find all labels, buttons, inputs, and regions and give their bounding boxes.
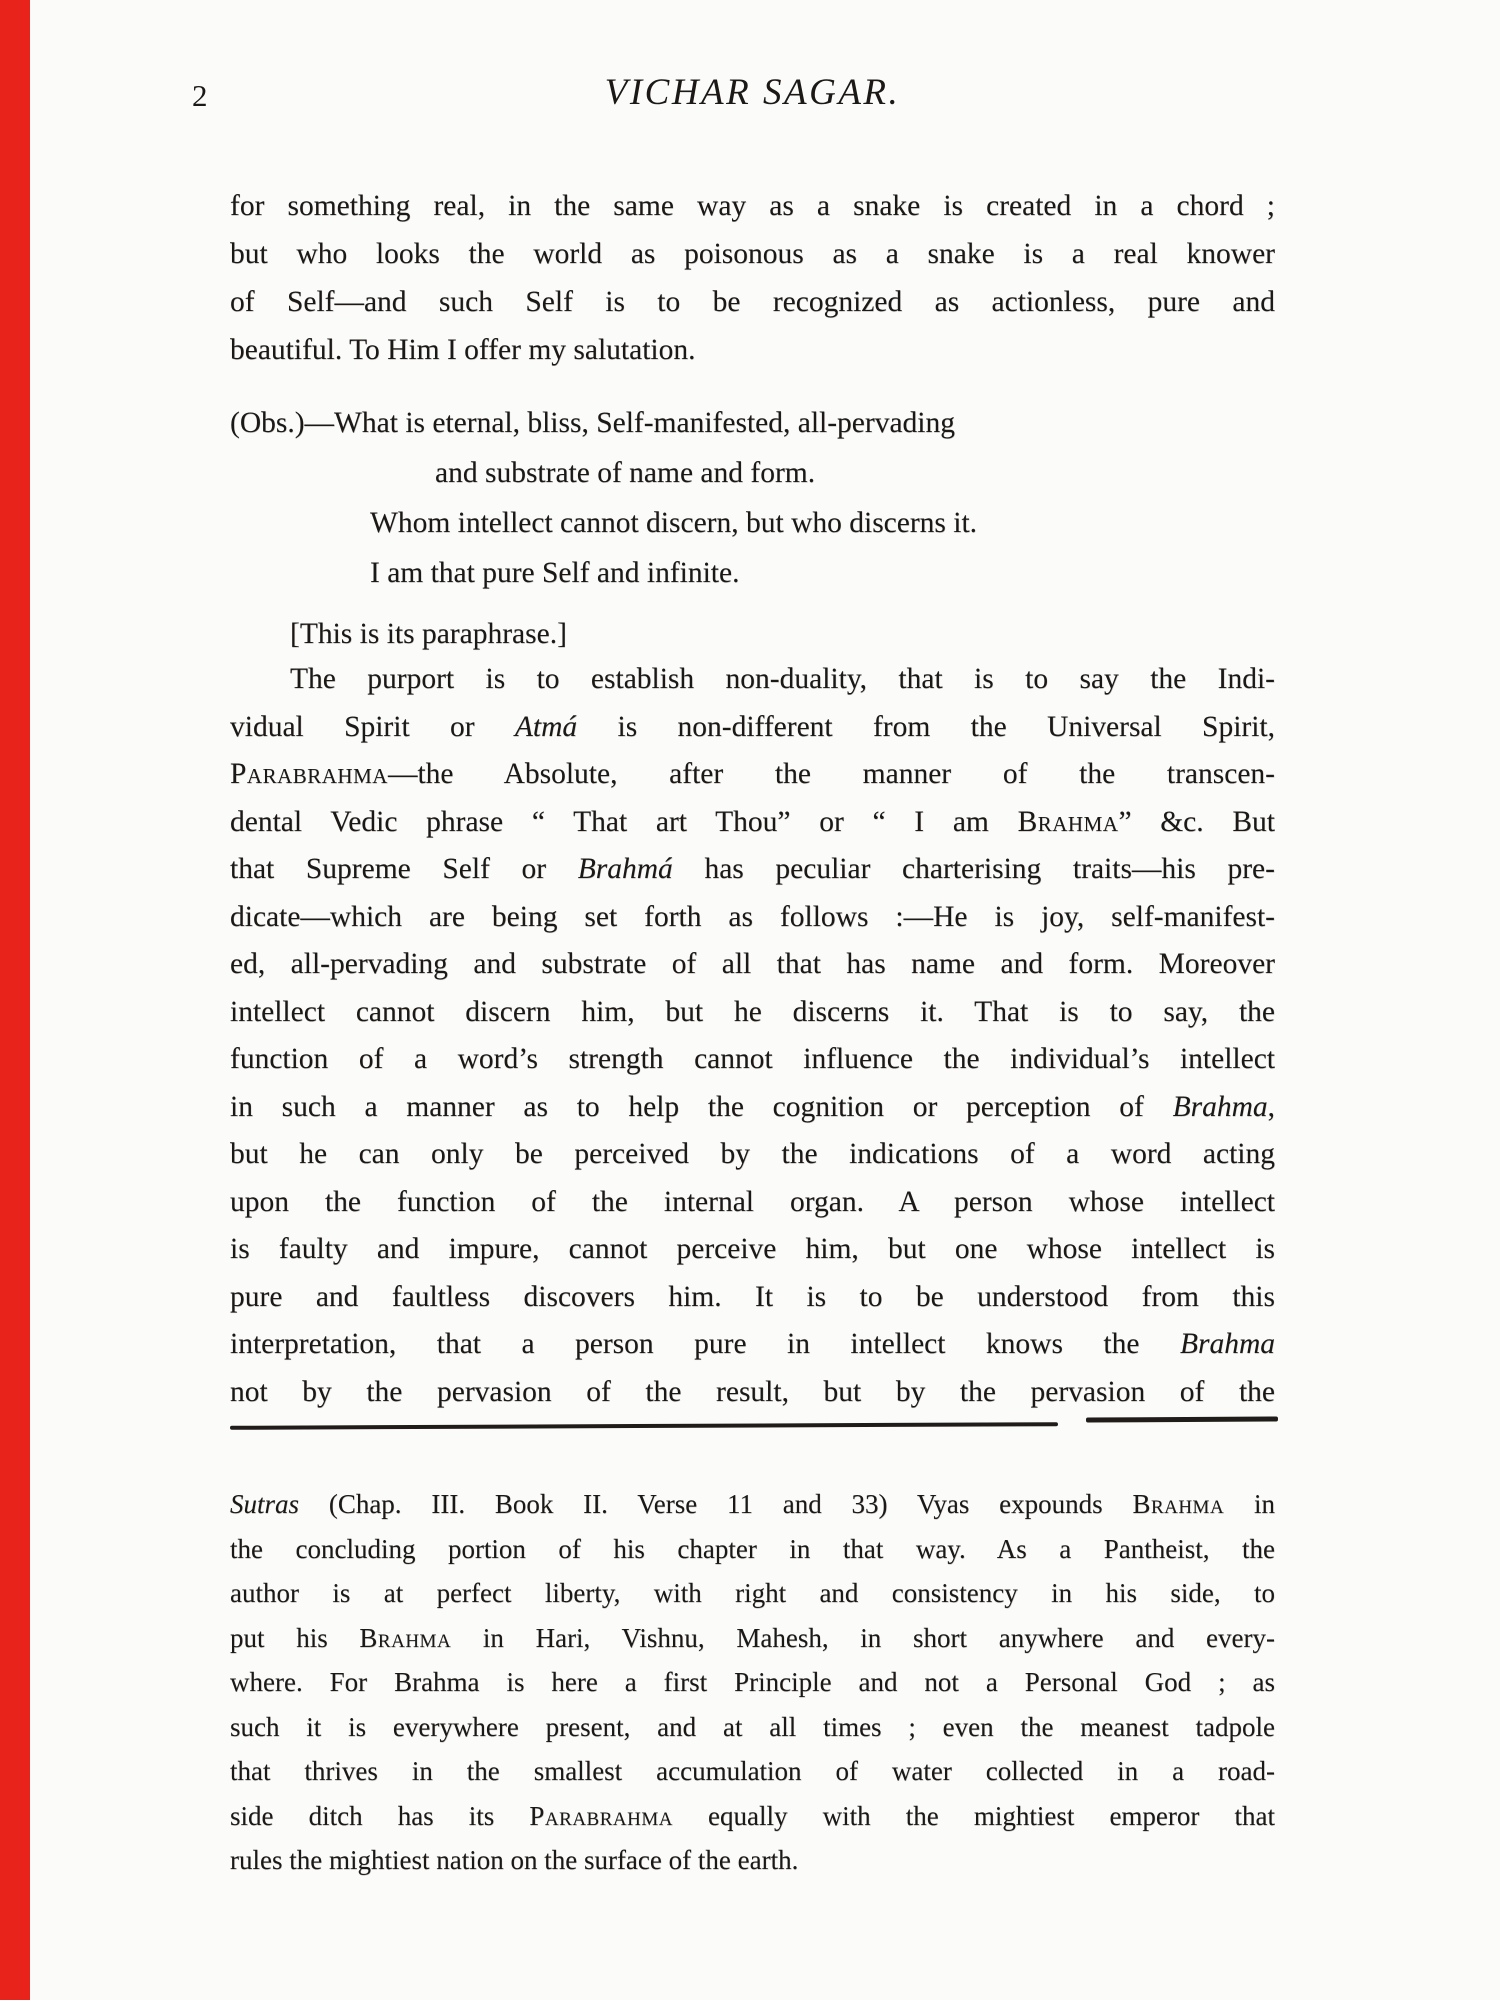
plain-text: [This is its paraphrase.] xyxy=(290,618,567,650)
text-line xyxy=(230,1369,1275,1417)
text-line xyxy=(230,548,1275,598)
plain-text: author is at perfect liberty, with right and consistency in his side, to xyxy=(230,1578,1275,1608)
plain-text: , xyxy=(1267,1090,1275,1123)
text-line xyxy=(230,498,1275,548)
plain-text: has peculiar charterising traits—his pre- xyxy=(672,853,1275,885)
plain-text: The purport is to establish non-duality, that is to say the Indi- xyxy=(290,663,1275,695)
plain-text: in xyxy=(1224,1489,1275,1519)
plain-text: is non-different from the Universal Spirit, xyxy=(577,710,1275,743)
plain-text: (Obs.)—What is eternal, bliss, Self-manifested, all-pervading xyxy=(230,407,955,439)
text-line xyxy=(230,1527,1275,1572)
plain-text: put his xyxy=(230,1622,360,1653)
text-line xyxy=(230,1179,1275,1227)
plain-text: in Hari, Vishnu, Mahesh, in short anywhere and every- xyxy=(451,1622,1275,1653)
plain-text: upon the function of the internal organ. A person whose intellect xyxy=(230,1185,1275,1218)
text-line xyxy=(230,1321,1275,1369)
plain-text: (Chap. III. Book II. Verse 11 and 33) Vyas expounds xyxy=(299,1489,1133,1519)
page-number: 2 xyxy=(192,78,208,113)
text-line xyxy=(230,182,1275,230)
italic-text: Sutras xyxy=(230,1489,300,1519)
text-line xyxy=(230,1274,1275,1322)
text-line xyxy=(230,1131,1275,1179)
text-line xyxy=(230,941,1275,989)
text-line xyxy=(230,1705,1275,1750)
text-line xyxy=(230,846,1275,894)
plain-text: vidual Spirit or xyxy=(230,710,515,743)
plain-text: dental Vedic phrase “ That art Thou” or “ I am xyxy=(230,805,1018,838)
smallcaps-text: Brahma xyxy=(1132,1489,1225,1519)
plain-text: not by the pervasion of the result, but by the pervasion of the xyxy=(230,1375,1275,1408)
scan-edge-strip xyxy=(0,0,30,2000)
plain-text: I am that pure Self and infinite. xyxy=(370,557,740,589)
italic-text: Brahma xyxy=(1179,1328,1275,1360)
plain-text: such it is everywhere present, and at all times ; even the meanest tadpole xyxy=(230,1711,1275,1742)
text-line xyxy=(230,1838,1275,1883)
text-line xyxy=(230,398,1275,448)
text-line xyxy=(230,1226,1275,1274)
verse-block xyxy=(230,398,1275,598)
text-line xyxy=(230,326,1275,374)
smallcaps-text: Parabrahma xyxy=(230,758,388,790)
smallcaps-text: Brahma xyxy=(359,1622,452,1653)
plain-text: that thrives in the smallest accumulation of water collected in a road- xyxy=(230,1756,1275,1786)
smallcaps-text: Parabrahma xyxy=(529,1800,673,1831)
plain-text: pure and faultless discovers him. It is to be understood from this xyxy=(230,1280,1275,1313)
plain-text: interpretation, that a person pure in intellect knows the xyxy=(230,1328,1180,1360)
plain-text: and substrate of name and form. xyxy=(435,457,816,489)
text-line xyxy=(230,278,1275,326)
footnote-paragraph xyxy=(230,1482,1275,1883)
plain-text: beautiful. To Him I offer my salutation. xyxy=(230,334,696,366)
text-line xyxy=(230,1794,1275,1839)
opening-paragraph xyxy=(230,182,1275,374)
plain-text: rules the mightiest nation on the surface of the earth. xyxy=(230,1845,799,1875)
plain-text: for something real, in the same way as a snake is created in a chord ; xyxy=(230,190,1275,222)
text-line xyxy=(230,799,1275,847)
plain-text: ed, all-pervading and substrate of all that has name and form. Moreover xyxy=(230,948,1275,980)
text-line xyxy=(230,230,1275,278)
smallcaps-text: Brahma xyxy=(1017,805,1119,838)
text-line xyxy=(230,1660,1275,1705)
plain-text: but who looks the world as poisonous as a snake is a real knower xyxy=(230,238,1275,270)
plain-text: that Supreme Self or xyxy=(230,853,578,885)
text-line xyxy=(230,894,1275,942)
plain-text: Whom intellect cannot discern, but who discerns it. xyxy=(370,507,978,539)
text-line xyxy=(230,751,1275,799)
text-line xyxy=(230,610,1275,658)
text-line xyxy=(230,656,1275,704)
footnote-rule-right-segment xyxy=(1086,1416,1278,1422)
plain-text: function of a word’s strength cannot influence the individual’s intellect xyxy=(230,1043,1275,1075)
plain-text: is faulty and impure, cannot perceive him, but one whose intellect is xyxy=(230,1233,1275,1265)
plain-text: equally with the mightiest emperor that xyxy=(672,1800,1275,1831)
text-line xyxy=(230,989,1275,1037)
commentary-paragraph xyxy=(230,656,1275,1416)
plain-text: intellect cannot discern him, but he discerns it. That is to say, the xyxy=(230,995,1275,1028)
text-line xyxy=(230,1482,1275,1527)
plain-text: the concluding portion of his chapter in that way. As a Pantheist, the xyxy=(230,1533,1275,1564)
page-title: VICHAR SAGAR. xyxy=(604,72,901,113)
plain-text: ” &c. But xyxy=(1118,805,1275,838)
italic-text: Brahma xyxy=(1172,1090,1268,1123)
paraphrase-note xyxy=(230,610,1275,658)
plain-text: dicate—which are being set forth as follows :—He is joy, self-manifest- xyxy=(230,900,1275,933)
footnote-rule-left-segment xyxy=(230,1422,1058,1430)
text-line xyxy=(230,1749,1275,1794)
plain-text: —the Absolute, after the manner of the transcen- xyxy=(387,758,1275,790)
text-line xyxy=(230,1084,1275,1132)
plain-text: side ditch has its xyxy=(230,1800,530,1831)
text-line xyxy=(230,448,1275,498)
plain-text: where. For Brahma is here a first Principle and not a Personal God ; as xyxy=(230,1667,1275,1697)
italic-text: Brahmá xyxy=(577,853,673,885)
plain-text: of Self—and such Self is to be recognized as actionless, pure and xyxy=(230,286,1275,318)
text-line xyxy=(230,704,1275,752)
italic-text: Atmá xyxy=(514,710,578,743)
text-line xyxy=(230,1616,1275,1661)
plain-text: in such a manner as to help the cognition or perception of xyxy=(230,1090,1173,1123)
text-line xyxy=(230,1036,1275,1084)
plain-text: but he can only be perceived by the indications of a word acting xyxy=(230,1138,1275,1170)
text-line xyxy=(230,1571,1275,1616)
